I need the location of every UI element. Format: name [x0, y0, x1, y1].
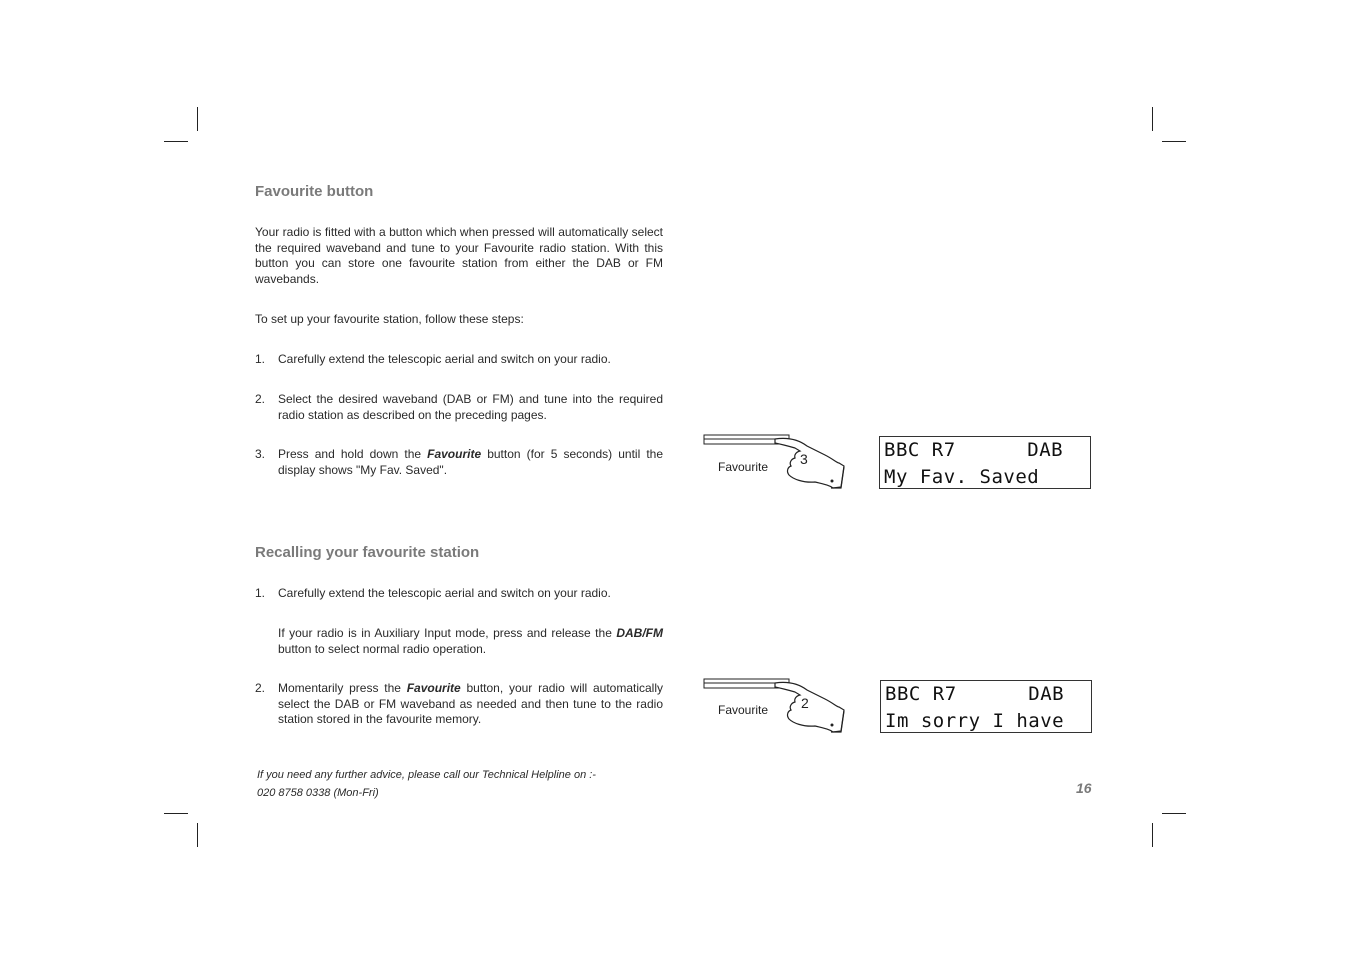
section-heading-favourite-button: Favourite button [255, 183, 374, 200]
favourite-button-label: Favourite [718, 460, 769, 474]
note-text-part: If your radio is in Auxiliary Input mode, press and release the [278, 626, 617, 640]
favourite-emphasis: Favourite [427, 447, 482, 461]
lcd-display-2 [880, 680, 1092, 733]
step-text [278, 447, 663, 478]
helpline-number: 020 8758 0338 (Mon-Fri) [257, 787, 379, 799]
recall-step-1 [255, 586, 663, 602]
step-text-part: button, your radio will automatically select the DAB or FM waveband as needed and then tune to the radio station stored in the favourite memory. [278, 681, 663, 727]
step-number: 1. [255, 352, 266, 366]
lcd-line-1: BBC R7 DAB [885, 683, 1065, 705]
step-number-badge: 2 [801, 695, 809, 711]
step-text-part: button (for 5 seconds) until the display shows "My Fav. Saved". [278, 447, 664, 477]
note-text-part: button to select normal radio operation. [278, 641, 487, 656]
step-text: Select the desired waveband (DAB or FM) and tune into the required radio station as described on the preceding pages. [278, 392, 663, 422]
lcd-line-2: Im sorry I have [885, 710, 1065, 732]
step-number: 2. [255, 681, 266, 695]
lcd-line-1: BBC R7 DAB [884, 439, 1064, 461]
crop-mark [1162, 141, 1186, 142]
step-number: 2. [255, 392, 266, 406]
crop-mark [164, 141, 188, 142]
favourite-button-label: Favourite [718, 703, 769, 717]
setup-step-1 [255, 352, 663, 368]
step-text-part: Momentarily press the [278, 681, 407, 695]
dabfm-emphasis: DAB/FM [616, 626, 663, 640]
crop-mark [1162, 813, 1186, 814]
step-number: 1. [255, 586, 266, 600]
section-heading-recalling: Recalling your favourite station [255, 544, 480, 561]
favourite-button-figure-2 [703, 677, 848, 735]
lcd-display-1 [879, 436, 1091, 489]
favourite-button-figure-1 [703, 433, 848, 491]
step-text-part: Press and hold down the [278, 447, 428, 461]
crop-mark [1152, 107, 1153, 131]
step-text: Carefully extend the telescopic aerial and switch on your radio. [278, 586, 611, 600]
note-text [278, 626, 663, 657]
setup-step-2 [255, 392, 663, 423]
recall-note [255, 626, 663, 657]
favourite-emphasis: Favourite [406, 681, 461, 695]
crop-mark [197, 107, 198, 131]
step-number-badge: 3 [800, 451, 808, 467]
step-text: Carefully extend the telescopic aerial and switch on your radio. [278, 352, 611, 366]
helpline-text: If you need any further advice, please call our Technical Helpline on :- [257, 769, 596, 781]
lcd-line-2: My Fav. Saved [884, 466, 1040, 488]
recall-step-2 [255, 681, 663, 728]
intro-paragraph: Your radio is fitted with a button which when pressed will automatically select the required waveband and tune to your Favourite radio station. With this button you can store one favourite station from either the DAB or FM wavebands. [255, 225, 663, 286]
crop-mark [197, 823, 198, 847]
lead-paragraph: To set up your favourite station, follow these steps: [255, 312, 524, 326]
page-number: 16 [1076, 780, 1092, 796]
crop-mark [164, 813, 188, 814]
step-text [278, 681, 663, 728]
step-number: 3. [255, 447, 266, 461]
setup-step-3 [255, 447, 663, 478]
crop-mark [1152, 823, 1153, 847]
